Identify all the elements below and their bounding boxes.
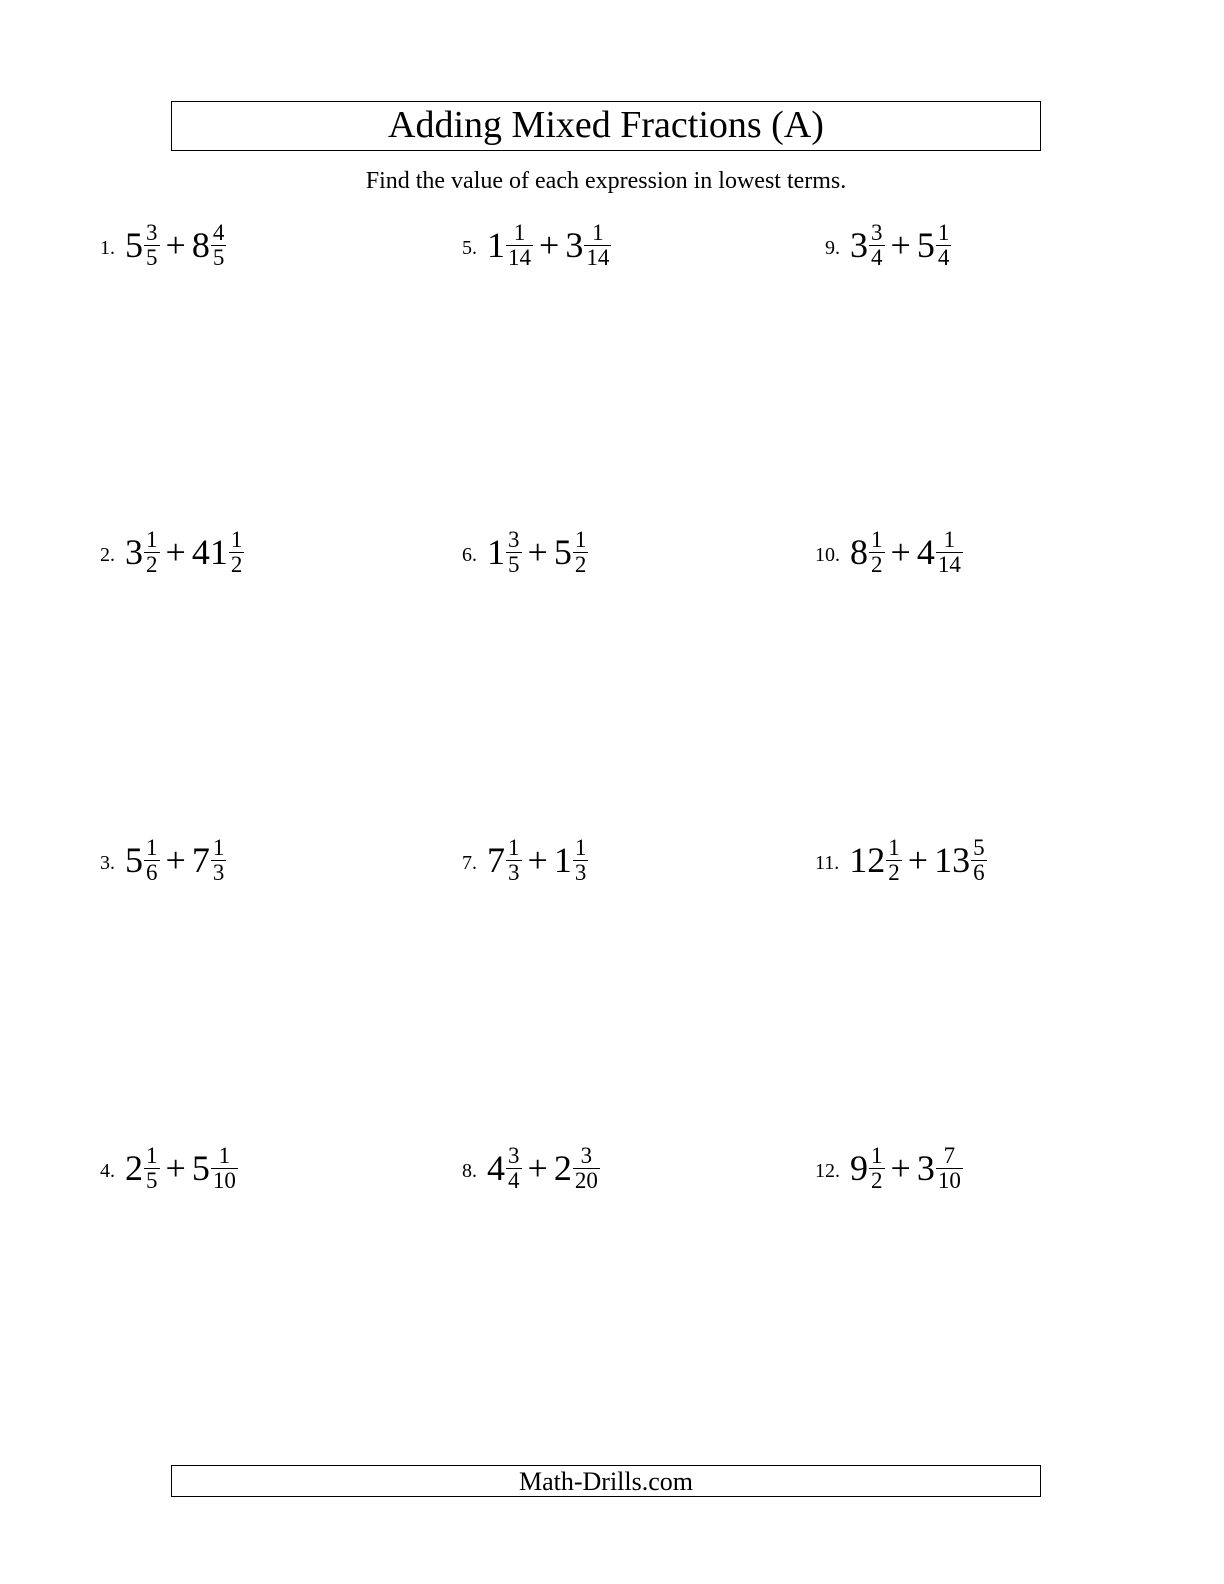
whole-part: 9 (850, 1148, 868, 1188)
numerator: 1 (943, 526, 956, 552)
problem-3 (100, 830, 226, 890)
numerator: 1 (146, 1142, 158, 1168)
numerator: 1 (871, 1142, 883, 1168)
denominator: 20 (574, 1167, 598, 1193)
problem-5 (462, 215, 611, 275)
fraction (971, 834, 987, 885)
problem-10 (815, 522, 963, 582)
whole-part: 4 (916, 532, 935, 572)
denominator: 6 (973, 859, 985, 885)
problem-9 (825, 215, 951, 275)
problem-number: 9. (825, 237, 840, 259)
footer-site-name: Math-Drills.com (171, 1465, 1041, 1497)
whole-part: 5 (125, 840, 143, 880)
problem-number: 11. (815, 852, 840, 874)
whole-part: 3 (125, 532, 143, 572)
fraction (869, 526, 885, 577)
mixed-number-a (850, 219, 885, 270)
plus-sign: + (539, 225, 560, 265)
numerator: 1 (218, 1142, 231, 1168)
numerator: 1 (871, 526, 883, 552)
fraction (573, 834, 589, 885)
problem-number: 10. (815, 544, 840, 566)
denominator: 2 (230, 551, 243, 577)
mixed-number-b (553, 526, 589, 577)
mixed-number-a (849, 834, 902, 885)
denominator: 4 (508, 1167, 520, 1193)
plus-sign: + (890, 532, 911, 572)
mixed-number-a (487, 834, 522, 885)
denominator: 6 (146, 859, 158, 885)
plus-sign: + (890, 1148, 911, 1188)
plus-sign: + (165, 532, 186, 572)
whole-part: 3 (850, 225, 868, 265)
denominator: 5 (212, 244, 225, 270)
numerator: 4 (212, 219, 225, 245)
whole-part: 1 (487, 532, 505, 572)
fraction (869, 219, 885, 270)
problem-number: 8. (462, 1160, 477, 1182)
numerator: 3 (146, 219, 158, 245)
mixed-number-b (916, 526, 963, 577)
whole-part: 12 (849, 840, 886, 880)
problem-2 (100, 522, 244, 582)
plus-sign: + (165, 225, 186, 265)
whole-part: 2 (125, 1148, 143, 1188)
whole-part: 8 (850, 532, 868, 572)
numerator: 5 (973, 834, 985, 860)
mixed-number-b (191, 526, 245, 577)
denominator: 2 (574, 551, 587, 577)
problem-1 (100, 215, 226, 275)
denominator: 5 (146, 1167, 158, 1193)
problem-7 (462, 830, 588, 890)
mixed-number-a (125, 834, 160, 885)
numerator: 1 (937, 219, 950, 245)
numerator: 3 (508, 526, 520, 552)
problem-6 (462, 522, 588, 582)
numerator: 1 (592, 219, 604, 245)
whole-part: 2 (553, 1148, 572, 1188)
problem-12 (815, 1138, 963, 1198)
fraction (144, 834, 160, 885)
fraction (506, 1142, 522, 1193)
mixed-number-a (487, 1142, 522, 1193)
denominator: 3 (212, 859, 225, 885)
whole-part: 5 (125, 225, 143, 265)
mixed-number-a (125, 219, 160, 270)
mixed-number-b (553, 834, 589, 885)
problem-number: 3. (100, 852, 115, 874)
denominator: 2 (871, 1167, 883, 1193)
numerator: 3 (871, 219, 883, 245)
mixed-number-a (125, 526, 160, 577)
numerator: 3 (508, 1142, 520, 1168)
problem-number: 1. (100, 237, 115, 259)
plus-sign: + (907, 840, 929, 880)
denominator: 2 (888, 859, 900, 885)
denominator: 4 (937, 244, 950, 270)
fraction (886, 834, 902, 885)
mixed-number-b (934, 834, 987, 885)
mixed-number-a (125, 1142, 160, 1193)
instructions: Find the value of each expression in lowest terms. (365, 168, 847, 194)
fraction (144, 1142, 160, 1193)
whole-part: 7 (191, 840, 210, 880)
denominator: 10 (937, 1167, 961, 1193)
whole-part: 1 (487, 225, 505, 265)
numerator: 1 (146, 834, 158, 860)
fraction (584, 219, 611, 270)
whole-part: 3 (916, 1148, 935, 1188)
mixed-number-b (553, 1142, 600, 1193)
fraction (144, 526, 160, 577)
mixed-number-a (487, 526, 522, 577)
fraction (144, 219, 160, 270)
plus-sign: + (527, 532, 548, 572)
mixed-number-b (191, 1142, 238, 1193)
fraction (211, 834, 227, 885)
mixed-number-b (191, 219, 227, 270)
numerator: 1 (230, 526, 243, 552)
numerator: 1 (212, 834, 225, 860)
numerator: 1 (574, 834, 587, 860)
fraction (869, 1142, 885, 1193)
numerator: 7 (943, 1142, 956, 1168)
worksheet-title: Adding Mixed Fractions (A) (171, 101, 1041, 151)
mixed-number-a (850, 1142, 885, 1193)
denominator: 4 (871, 244, 883, 270)
problem-number: 2. (100, 544, 115, 566)
problem-4 (100, 1138, 238, 1198)
whole-part: 5 (553, 532, 572, 572)
mixed-number-b (916, 1142, 963, 1193)
fraction (506, 219, 533, 270)
fraction (936, 219, 952, 270)
numerator: 1 (146, 526, 158, 552)
whole-part: 1 (553, 840, 572, 880)
problem-number: 6. (462, 544, 477, 566)
problem-number: 12. (815, 1160, 840, 1182)
denominator: 3 (574, 859, 587, 885)
mixed-number-b (191, 834, 227, 885)
denominator: 14 (508, 244, 531, 270)
whole-part: 13 (934, 840, 971, 880)
whole-part: 4 (487, 1148, 505, 1188)
denominator: 5 (146, 244, 158, 270)
denominator: 14 (937, 551, 961, 577)
whole-part: 8 (191, 225, 210, 265)
fraction (211, 1142, 238, 1193)
problem-number: 5. (462, 237, 477, 259)
problem-number: 4. (100, 1160, 115, 1182)
problem-11 (815, 830, 987, 890)
fraction (936, 526, 963, 577)
numerator: 1 (888, 834, 900, 860)
numerator: 1 (574, 526, 587, 552)
plus-sign: + (890, 225, 911, 265)
numerator: 1 (513, 219, 526, 245)
fraction (506, 834, 522, 885)
plus-sign: + (527, 840, 548, 880)
fraction (506, 526, 522, 577)
denominator: 2 (146, 551, 158, 577)
whole-part: 5 (191, 1148, 210, 1188)
fraction (573, 526, 589, 577)
plus-sign: + (165, 840, 186, 880)
fraction (936, 1142, 963, 1193)
problem-number: 7. (462, 852, 477, 874)
mixed-number-b (565, 219, 611, 270)
fraction (573, 1142, 600, 1193)
denominator: 10 (212, 1167, 236, 1193)
denominator: 2 (871, 551, 883, 577)
whole-part: 3 (565, 225, 584, 265)
denominator: 5 (508, 551, 520, 577)
whole-part: 5 (916, 225, 935, 265)
fraction (229, 526, 245, 577)
plus-sign: + (527, 1148, 548, 1188)
whole-part: 7 (487, 840, 505, 880)
mixed-number-a (850, 526, 885, 577)
plus-sign: + (165, 1148, 186, 1188)
numerator: 3 (580, 1142, 593, 1168)
denominator: 3 (508, 859, 520, 885)
whole-part: 41 (191, 532, 228, 572)
fraction (211, 219, 227, 270)
mixed-number-a (487, 219, 533, 270)
numerator: 1 (508, 834, 520, 860)
denominator: 14 (586, 244, 610, 270)
mixed-number-b (916, 219, 952, 270)
problem-8 (462, 1138, 600, 1198)
